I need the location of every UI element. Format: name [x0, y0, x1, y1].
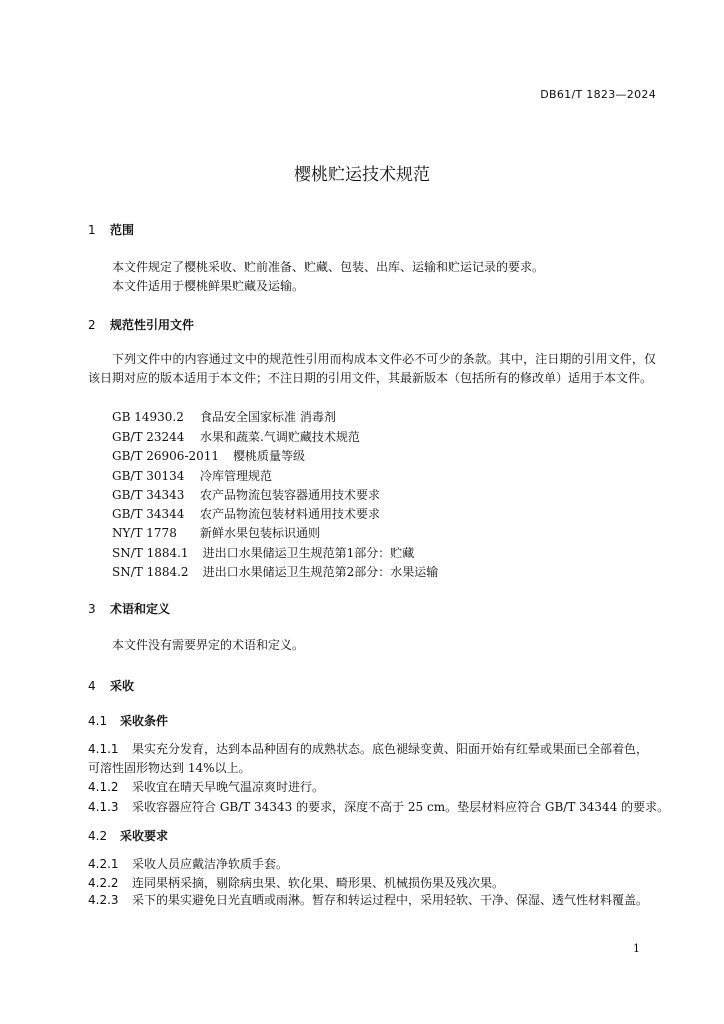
reference-name: 冷库管理规范	[200, 469, 273, 483]
reference-code: GB/T 34344	[112, 507, 185, 521]
section-heading-scope	[88, 221, 134, 238]
reference-code: GB/T 23244	[112, 430, 185, 444]
standard-number: DB61/T 1823—2024	[540, 88, 656, 101]
section-number: 3	[88, 602, 96, 616]
subsection-heading-harvest-conditions	[88, 712, 168, 729]
clause	[88, 874, 504, 891]
reference-code: GB 14930.2	[112, 410, 184, 424]
reference-name: 农产品物流包装材料通用技术要求	[200, 507, 381, 521]
section-title: 范围	[110, 223, 135, 237]
clause	[88, 855, 288, 872]
reference-code: SN/T 1884.1	[112, 546, 189, 560]
reference-item	[112, 486, 380, 503]
subsection-title: 采收条件	[120, 714, 169, 728]
reference-item	[112, 447, 305, 464]
clause-number: 4.2.3	[88, 893, 119, 907]
reference-name: 进出口水果储运卫生规范第2部分：水果运输	[202, 565, 439, 579]
reference-name: 食品安全国家标准 消毒剂	[200, 410, 336, 424]
clause-text: 果实充分发育，达到本品种固有的成熟状态。底色褪绿变黄、阳面开始有红晕或果面已全部着色，可溶性固形物达到 14%以上。	[88, 742, 649, 775]
section-heading-normative-references	[88, 316, 194, 333]
reference-name: 农产品物流包装容器通用技术要求	[200, 488, 381, 502]
reference-item	[112, 505, 380, 522]
section-number: 4	[88, 679, 96, 693]
reference-code: GB/T 30134	[112, 469, 185, 483]
section-number: 2	[88, 318, 96, 332]
paragraph: 本文件适用于樱桃鲜果贮藏及运输。	[112, 279, 305, 293]
clause-number: 4.1.2	[88, 780, 119, 794]
reference-code: GB/T 34343	[112, 488, 185, 502]
clause	[88, 778, 324, 795]
section-title: 术语和定义	[110, 602, 171, 616]
document-title: 樱桃贮运技术规范	[294, 165, 430, 185]
clause-number: 4.1.3	[88, 800, 119, 814]
paragraph: 下列文件中的内容通过文中的规范性引用而构成本文件必不可少的条款。其中，注日期的引用文件，仅该日期对应的版本适用于本文件；不注日期的引用文件，其最新版本（包括所有的修改单）适用于本文件。	[88, 352, 656, 385]
subsection-number: 4.2	[88, 829, 108, 843]
clause-number: 4.2.2	[88, 876, 119, 890]
clause	[88, 891, 656, 910]
reference-code: GB/T 26906-2011	[112, 449, 220, 463]
reference-item	[112, 544, 414, 561]
paragraph: 本文件规定了樱桃采收、贮前准备、贮藏、包装、出库、运输和贮运记录的要求。	[112, 260, 545, 274]
reference-name: 樱桃质量等级	[233, 449, 306, 463]
section-title: 采收	[110, 679, 135, 693]
reference-code: NY/T 1778	[112, 526, 177, 540]
reference-item	[112, 467, 272, 484]
reference-name: 水果和蔬菜.气调贮藏技术规范	[200, 430, 360, 444]
reference-item	[112, 563, 438, 580]
section-number: 1	[88, 223, 96, 237]
clause-text: 采下的果实避免日光直晒或雨淋。暂存和转运过程中，采用轻软、干净、保湿、透气性材料覆盖。	[132, 893, 649, 907]
reference-item	[112, 408, 336, 425]
clause-text: 采收宜在晴天早晚气温凉爽时进行。	[132, 780, 325, 794]
section-heading-harvest	[88, 677, 134, 694]
subsection-heading-harvest-requirements	[88, 827, 168, 844]
clause	[88, 798, 669, 815]
subsection-number: 4.1	[88, 714, 108, 728]
section-heading-terms	[88, 600, 170, 617]
reference-name: 新鲜水果包装标识通则	[200, 526, 321, 540]
reference-code: SN/T 1884.2	[112, 565, 189, 579]
subsection-title: 采收要求	[120, 829, 169, 843]
page-number: 1	[633, 942, 640, 955]
clause-text: 采收人员应戴洁净软质手套。	[132, 857, 289, 871]
clause-text: 采收容器应符合 GB/T 34343 的要求，深度不高于 25 cm。垫层材料应符合 GB/T 34344 的要求。	[132, 800, 670, 814]
clause-number: 4.2.1	[88, 857, 119, 871]
clause-number: 4.1.1	[88, 742, 119, 756]
paragraph: 本文件没有需要界定的术语和定义。	[112, 638, 305, 652]
reference-name: 进出口水果储运卫生规范第1部分：贮藏	[202, 546, 415, 560]
reference-item	[112, 428, 360, 445]
clause-text: 连同果柄采摘，剔除病虫果、软化果、畸形果、机械损伤果及残次果。	[132, 876, 505, 890]
section-title: 规范性引用文件	[110, 318, 195, 332]
clause	[88, 740, 656, 778]
reference-item	[112, 524, 320, 541]
